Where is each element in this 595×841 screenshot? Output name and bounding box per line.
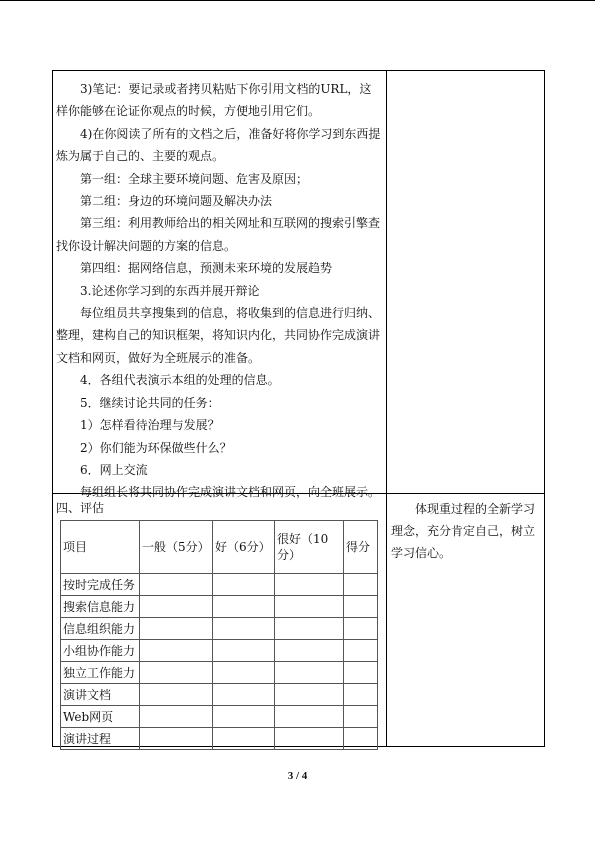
score-cell xyxy=(140,618,213,640)
paragraph: 第三组：利用教师给出的相关网址和互联网的搜索引擎查找你设计解决问题的方案的信息。 xyxy=(56,216,381,253)
score-cell xyxy=(213,662,275,684)
paragraph: 2）你们能为环保做些什么？ xyxy=(80,440,232,455)
score-cell xyxy=(344,662,378,684)
score-cell xyxy=(275,574,344,596)
paragraph: 每组组长将共同协作完成演讲文档和网页，向全班展示。 xyxy=(80,485,381,500)
score-cell xyxy=(344,618,378,640)
table-row xyxy=(61,706,378,728)
score-cell xyxy=(275,728,344,750)
paragraph: 第一组：全球主要环境问题、危害及原因； xyxy=(80,171,309,186)
table-header-row xyxy=(61,521,378,574)
evaluation-table xyxy=(60,520,378,750)
score-cell xyxy=(140,706,213,728)
score-cell xyxy=(140,596,213,618)
score-cell xyxy=(275,640,344,662)
table-row xyxy=(61,728,378,750)
table-row xyxy=(61,618,378,640)
header-cell: 很好（10分） xyxy=(275,521,344,574)
paragraph: 1）怎样看待治理与发展？ xyxy=(80,418,220,433)
paragraph: 6．网上交流 xyxy=(80,462,148,477)
paragraph: 每位组员共享搜集到的信息，将收集到的信息进行归纳、整理，建构自己的知识框架，将知识内化，共同协作完成演讲文档和网页，做好为全班展示的准备。 xyxy=(56,306,381,365)
score-cell xyxy=(344,684,378,706)
row-label: Web网页 xyxy=(61,706,140,728)
score-cell xyxy=(140,640,213,662)
header-cell: 项目 xyxy=(61,521,140,574)
row-label: 演讲过程 xyxy=(61,728,140,750)
score-cell xyxy=(213,706,275,728)
design-note: 体现重过程的全新学习理念，充分肯定自己，树立学习信心。 xyxy=(391,502,536,560)
score-cell xyxy=(140,684,213,706)
score-cell xyxy=(213,618,275,640)
score-cell xyxy=(344,574,378,596)
score-cell xyxy=(213,728,275,750)
score-cell xyxy=(140,662,213,684)
score-cell xyxy=(213,574,275,596)
table-row xyxy=(61,684,378,706)
paragraph: 第四组：据网络信息，预测未来环境的发展趋势 xyxy=(80,261,333,276)
score-cell xyxy=(275,618,344,640)
paragraph: 4．各组代表演示本组的处理的信息。 xyxy=(80,373,280,388)
paragraph: 4)在你阅读了所有的文档之后，准备好将你学习到东西提炼为属于自己的、主要的观点。 xyxy=(56,126,381,164)
column-divider xyxy=(386,70,387,747)
row-label: 信息组织能力 xyxy=(61,618,140,640)
paragraph: 5．继续讨论共同的任务： xyxy=(80,395,220,410)
score-cell xyxy=(140,574,213,596)
score-cell xyxy=(344,706,378,728)
score-cell xyxy=(344,728,378,750)
score-cell xyxy=(344,640,378,662)
score-cell xyxy=(213,684,275,706)
score-cell xyxy=(213,640,275,662)
paragraph: 3.论述你学习到的东西并展开辩论 xyxy=(80,283,260,298)
score-cell xyxy=(275,706,344,728)
row-label: 小组协作能力 xyxy=(61,640,140,662)
paragraph: 第二组：身边的环境问题及解决办法 xyxy=(80,194,273,209)
row-label: 按时完成任务 xyxy=(61,574,140,596)
header-cell: 好（6分） xyxy=(213,521,275,574)
header-rule xyxy=(0,0,595,1)
page-number: 3 / 4 xyxy=(287,770,308,782)
paragraph: 3)笔记：要记录或者拷贝粘贴下你引用文档的URL，这样你能够在论证你观点的时候，方便地引用它们。 xyxy=(56,82,372,119)
row-label: 搜索信息能力 xyxy=(61,596,140,618)
row-label: 演讲文档 xyxy=(61,684,140,706)
table-row xyxy=(61,662,378,684)
score-cell xyxy=(140,728,213,750)
score-cell xyxy=(213,596,275,618)
activity-steps xyxy=(56,78,382,504)
table-row xyxy=(61,640,378,662)
score-cell xyxy=(275,596,344,618)
score-cell xyxy=(344,596,378,618)
score-cell xyxy=(275,662,344,684)
header-cell: 一般（5分） xyxy=(140,521,213,574)
row-label: 独立工作能力 xyxy=(61,662,140,684)
table-row xyxy=(61,574,378,596)
header-cell: 得分 xyxy=(344,521,378,574)
evaluation-heading: 四、评估 xyxy=(56,501,105,515)
table-row xyxy=(61,596,378,618)
score-cell xyxy=(275,684,344,706)
